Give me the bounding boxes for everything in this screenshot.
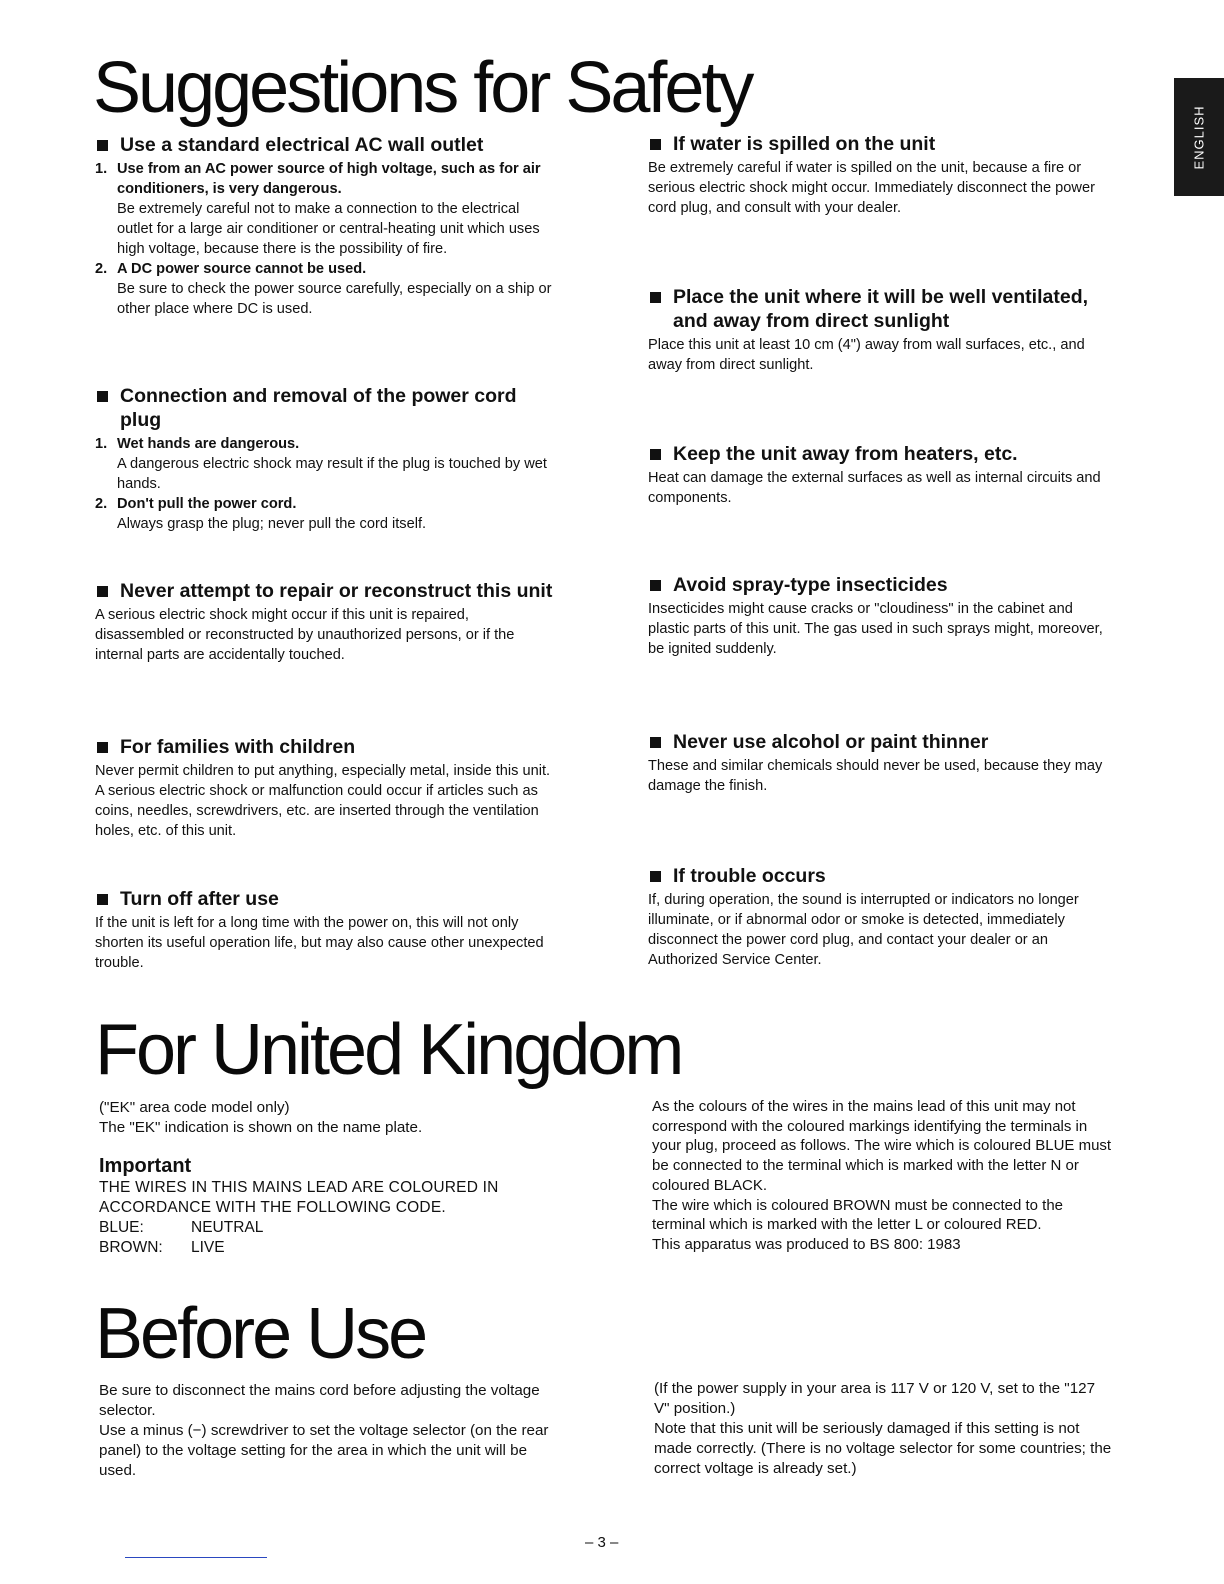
bullet-square-icon [97, 894, 108, 905]
uk-standard-text: This apparatus was produced to BS 800: 1983 [652, 1235, 961, 1253]
before-use-title: Before Use [95, 1294, 426, 1374]
wire-row: BROWN: LIVE [99, 1239, 225, 1256]
language-tab-label: ENGLISH [1191, 104, 1207, 170]
section-trouble [648, 864, 1110, 970]
uk-right-block [652, 1097, 1112, 1255]
section-insecticides [648, 573, 1110, 659]
section-alcohol [648, 730, 1110, 796]
before-use-text: Be sure to disconnect the mains cord before adjusting the voltage selector. [99, 1382, 540, 1419]
section-text: Insecticides might cause cracks or "cloudiness" in the cabinet and plastic parts of this unit. The gas used in such sprays might, moreover, be ignited suddenly. [648, 601, 1103, 657]
uk-wiring-text-2: The wire which is coloured BROWN must be connected to the terminal which is marked with the letter L or coloured RED. [652, 1196, 1064, 1234]
section-heading: If trouble occurs [648, 864, 1110, 888]
important-heading: Important [99, 1155, 192, 1177]
section-text: Place this unit at least 10 cm (4") away from wall surfaces, etc., and away from direct sunlight. [648, 337, 1085, 373]
list-item: 2. A DC power source cannot be used. Be sure to check the power source carefully, especially on a ship or other place where DC is used. [95, 261, 552, 317]
section-heading: Never use alcohol or paint thinner [648, 730, 1110, 754]
section-ventilated [648, 285, 1110, 375]
wire-row: BLUE: NEUTRAL [99, 1219, 264, 1236]
bullet-square-icon [650, 449, 661, 460]
outlet-list [95, 159, 557, 319]
bullet-square-icon [650, 737, 661, 748]
bullet-square-icon [650, 871, 661, 882]
bullet-square-icon [97, 742, 108, 753]
section-heading: If water is spilled on the unit [648, 132, 1110, 156]
bullet-square-icon [97, 586, 108, 597]
section-turn-off [95, 887, 557, 973]
section-power-cord [95, 384, 557, 534]
bullet-square-icon [650, 139, 661, 150]
section-heaters [648, 442, 1110, 508]
section-heading: Avoid spray-type insecticides [648, 573, 1110, 597]
section-water [648, 132, 1110, 218]
list-item: 1. Use from an AC power source of high voltage, such as for air conditioners, is very dangerous. Be extremely careful not to make a connection to the electrical outlet for a large air conditioner or central-heating unit which uses high voltage, because there is the possibility of fire. [95, 161, 541, 257]
bullet-square-icon [97, 140, 108, 151]
section-text: A serious electric shock might occur if this unit is repaired, disassembled or reconstructed by unauthorized persons, or if the internal parts are accidentally touched. [95, 607, 515, 663]
section-text: These and similar chemicals should never be used, because they may damage the finish. [648, 758, 1103, 794]
footer-rule [125, 1557, 267, 1558]
before-use-left [99, 1381, 559, 1481]
section-heading: Use a standard electrical AC wall outlet [95, 133, 557, 157]
uk-wiring-text: As the colours of the wires in the mains lead of this unit may not correspond with the coloured markings identifying the terminals in your plug, proceed as follows. The wire which is coloured BLUE must be connected to the terminal which is marked with the letter N or coloured BLACK. [652, 1098, 1112, 1194]
uk-title: For United Kingdom [95, 1010, 682, 1090]
before-use-note-2: Note that this unit will be seriously damaged if this setting is not made correctly. (There is no voltage selector for some countries; the correct voltage is already set.) [654, 1420, 1112, 1477]
bullet-square-icon [650, 580, 661, 591]
bullet-square-icon [97, 391, 108, 402]
power-cord-list [95, 434, 557, 534]
section-text: Never permit children to put anything, especially metal, inside this unit. A serious electric shock or malfunction could occur if articles such as coins, needles, screwdrivers, etc. are inserted through the ventilation holes, etc. of this unit. [95, 763, 551, 839]
section-heading: Turn off after use [95, 887, 557, 911]
section-text: If, during operation, the sound is interrupted or indicators no longer illuminate, or if abnormal odor or smoke is detected, immediately disconnect the power cord plug, and contact your dealer or an Authorized Service Center. [648, 892, 1079, 968]
section-text: Be extremely careful if water is spilled on the unit, because a fire or serious electric shock might occur. Immediately disconnect the power cord plug, and consult with your dealer. [648, 160, 1095, 216]
section-heading: For families with children [95, 735, 557, 759]
list-item: 1. Wet hands are dangerous. A dangerous electric shock may result if the plug is touched by wet hands. [95, 436, 547, 492]
important-text: THE WIRES IN THIS MAINS LEAD ARE COLOURED IN ACCORDANCE WITH THE FOLLOWING CODE. [99, 1179, 499, 1216]
section-heading: Place the unit where it will be well ventilated, and away from direct sunlight [648, 285, 1110, 333]
safety-title: Suggestions for Safety [93, 48, 752, 128]
page-number: – 3 – [585, 1534, 619, 1551]
list-item: 2. Don't pull the power cord. Always grasp the plug; never pull the cord itself. [95, 496, 427, 532]
uk-area-line: ("EK" area code model only) [99, 1099, 290, 1116]
section-heading: Keep the unit away from heaters, etc. [648, 442, 1110, 466]
section-heading: Never attempt to repair or reconstruct this unit [95, 579, 557, 603]
before-use-right [654, 1379, 1114, 1479]
section-text: If the unit is left for a long time with the power on, this will not only shorten its useful operation life, but may also cause other unexpected trouble. [95, 915, 544, 971]
section-repair [95, 579, 557, 665]
uk-indication-line: The "EK" indication is shown on the name plate. [99, 1119, 423, 1136]
section-outlet [95, 133, 557, 319]
before-use-note: (If the power supply in your area is 117 V or 120 V, set to the "127 V" position.) [654, 1380, 1096, 1417]
section-children [95, 735, 557, 841]
bullet-square-icon [650, 292, 661, 303]
section-heading: Connection and removal of the power cord plug [95, 384, 557, 432]
language-tab [1174, 78, 1224, 196]
section-text: Heat can damage the external surfaces as well as internal circuits and components. [648, 470, 1101, 506]
uk-left-block [99, 1098, 561, 1258]
before-use-text-2: Use a minus (−) screwdriver to set the voltage selector (on the rear panel) to the voltage setting for the area in which the unit will be used. [99, 1422, 549, 1479]
